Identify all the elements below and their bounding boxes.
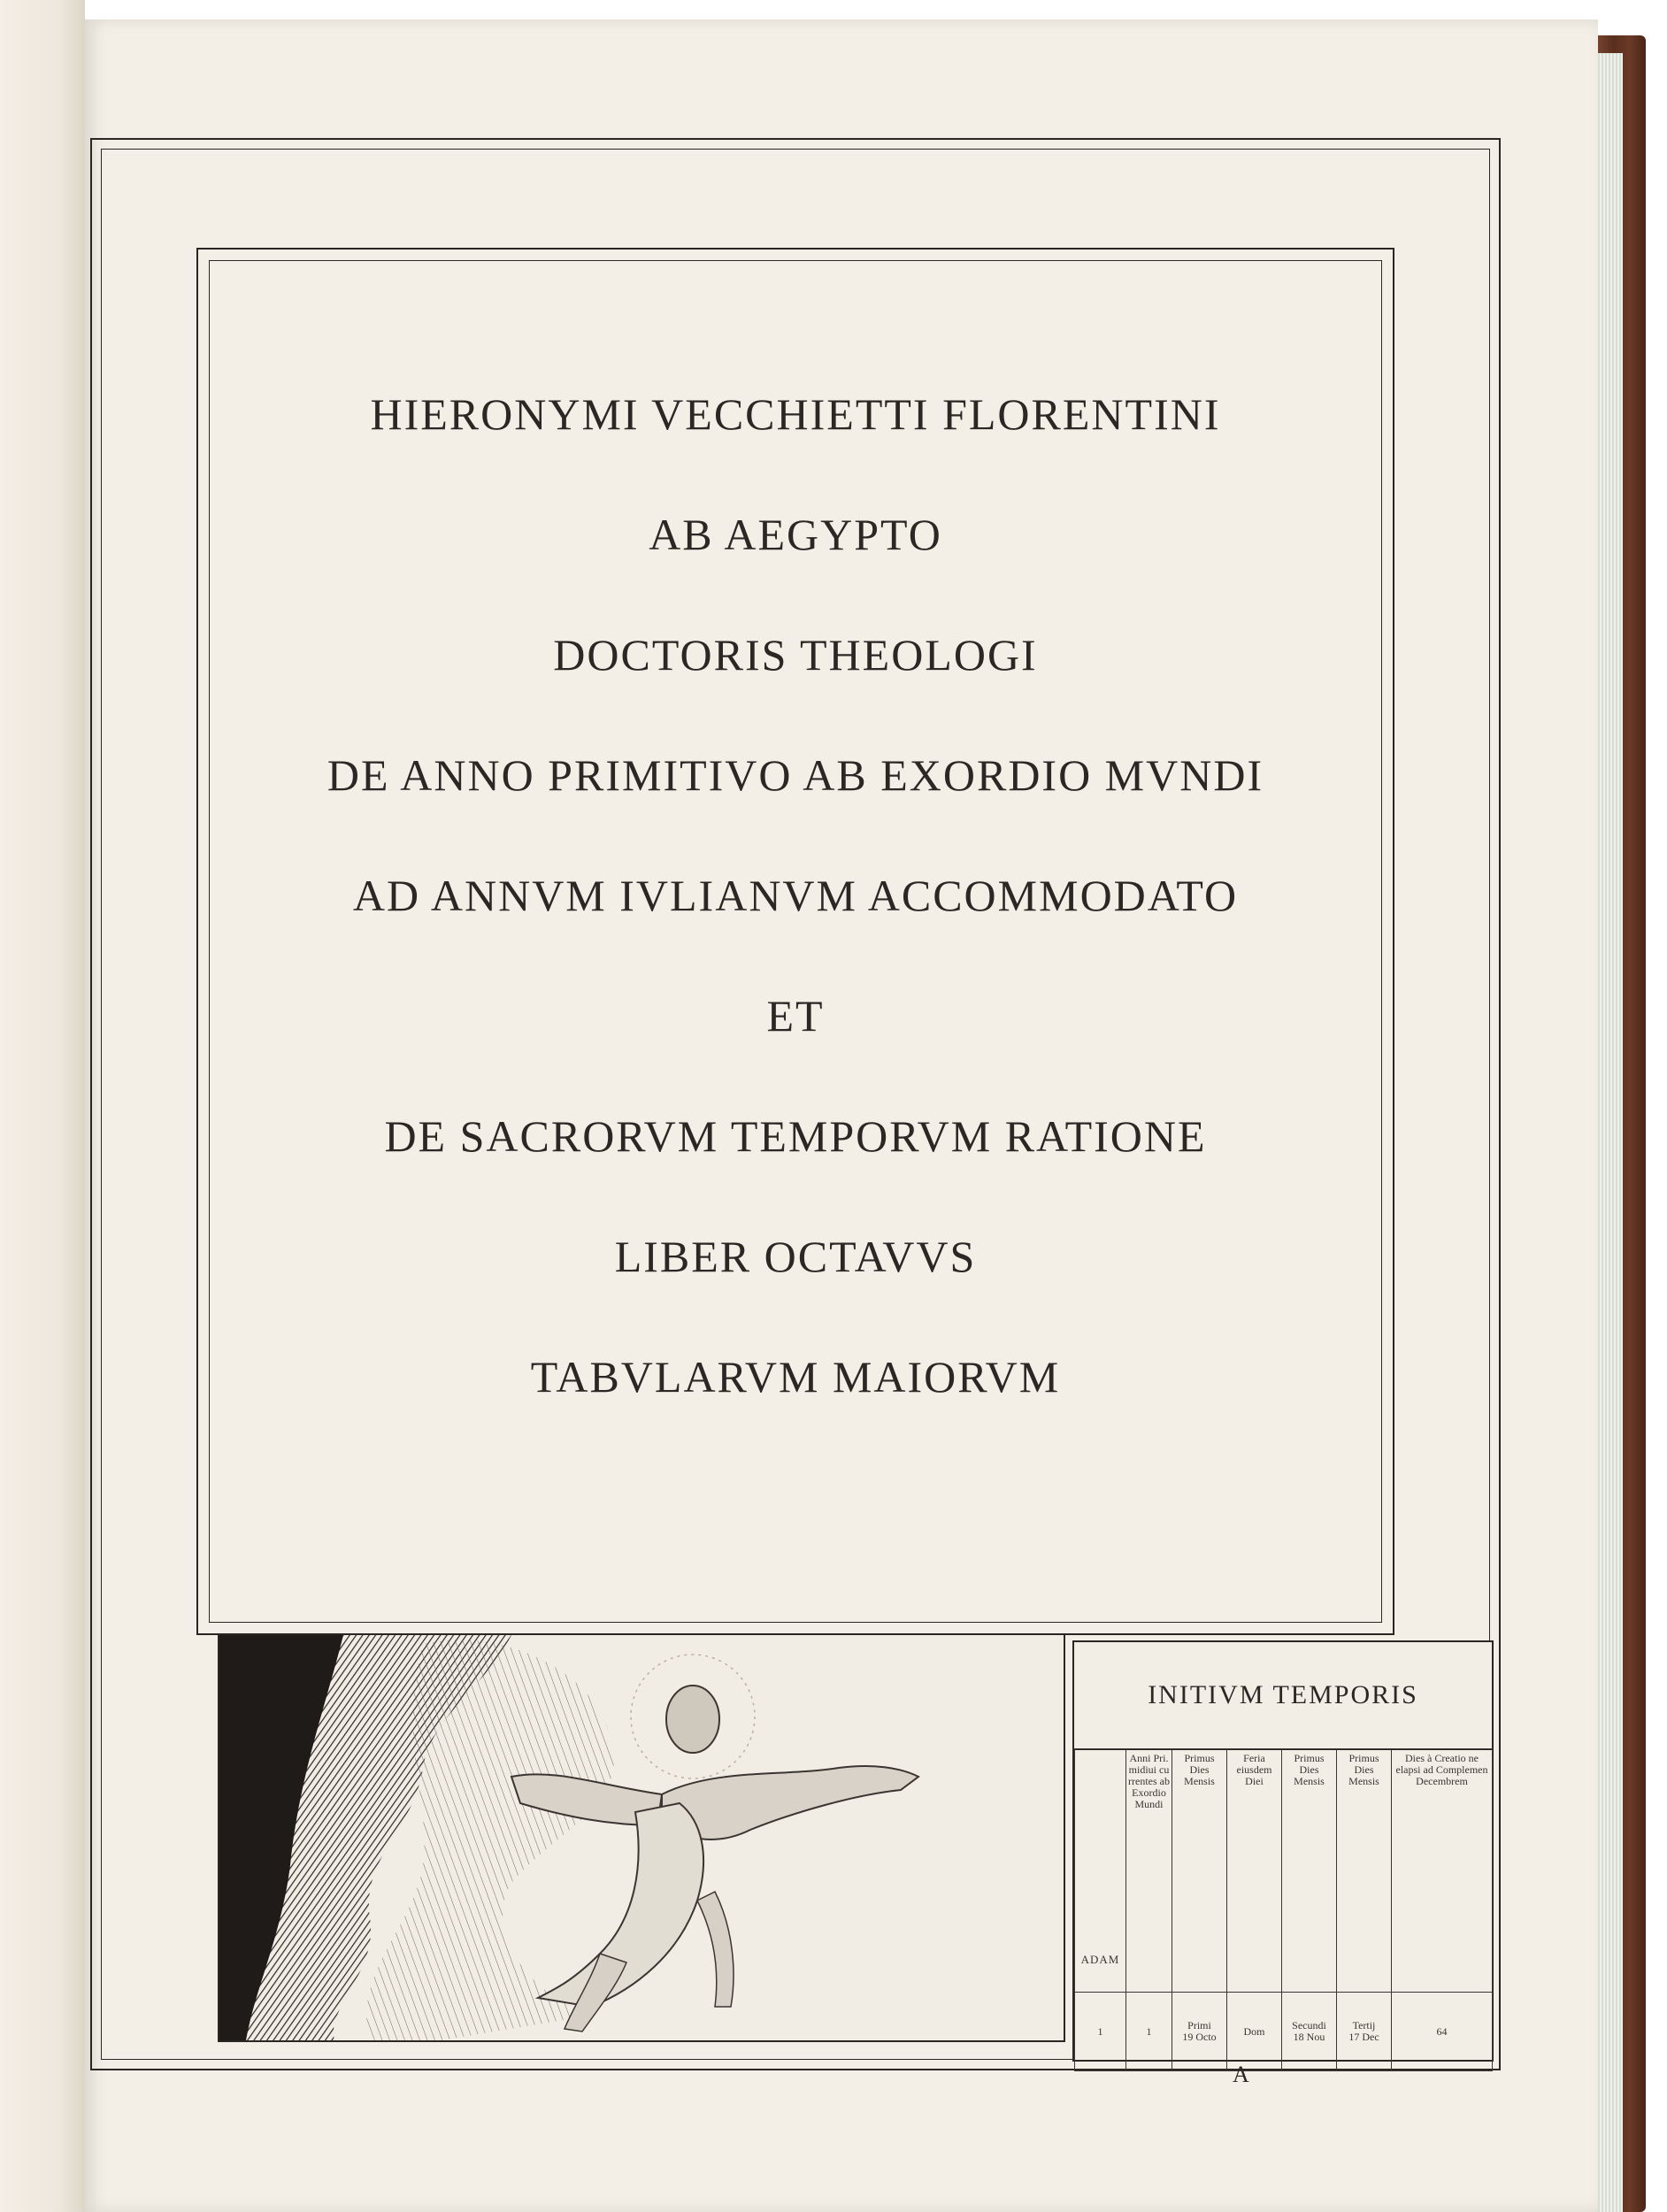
table-cell: [1392, 1993, 1493, 2071]
table-header-row: [1075, 1749, 1493, 1993]
column-header-feria: Feria eiusdem Diei: [1227, 1749, 1282, 1993]
title-line-et: ET: [766, 991, 825, 1041]
cell-value: 64: [1436, 2024, 1448, 2038]
title-line-tabularum: TABVLARVM MAIORVM: [530, 1352, 1061, 1402]
page-edges: [1598, 53, 1623, 2212]
title-line-author: HIERONYMI VECCHIETTI FLORENTINI: [370, 389, 1221, 439]
facing-page-edge: [0, 0, 85, 2212]
table-cell: [1172, 1993, 1227, 2071]
column-header-primus-dies-3: Primus Dies Mensis: [1337, 1749, 1392, 1993]
creation-engraving: [218, 1633, 1065, 2042]
cell-value: 18 Nou: [1293, 2031, 1325, 2043]
row-label-adam: ADAM: [1075, 1749, 1126, 1993]
table-cell: [1282, 1993, 1337, 2071]
title-line-accommodato: AD ANNVM IVLIANVM ACCOMMODATO: [352, 871, 1239, 920]
cell-value: 1: [1097, 2024, 1103, 2038]
column-header-primus-dies-1: Primus Dies Mensis: [1172, 1749, 1227, 1993]
chronology-grid: [1074, 1748, 1493, 2071]
table-value-row: [1075, 1993, 1493, 2071]
cell-value: 17 Dec: [1348, 2031, 1379, 2043]
cell-value: Secundi: [1292, 2019, 1326, 2032]
cell-value: Tertij: [1352, 2019, 1376, 2032]
table-heading: INITIVM TEMPORIS: [1074, 1642, 1492, 1750]
column-header-anni: Anni Pri. midiui cu rrentes ab Exordio Mundi: [1126, 1749, 1172, 1993]
title-line-ratione: DE SACRORVM TEMPORVM RATIONE: [384, 1111, 1207, 1161]
title-line-subject: DE ANNO PRIMITIVO AB EXORDIO MVNDI: [326, 750, 1264, 800]
cell-value: Primi: [1187, 2019, 1211, 2032]
cell-value: Dom: [1243, 2024, 1265, 2038]
table-cell: [1337, 1993, 1392, 2071]
initium-temporis-table: [1072, 1640, 1494, 2062]
column-header-dies-a-creatione: Dies à Creatio ne elapsi ad Complemen Decembrem: [1392, 1749, 1493, 1993]
cell-value: 19 Octo: [1182, 2031, 1217, 2043]
title-block: [209, 372, 1382, 1455]
table-cell: [1075, 1993, 1126, 2071]
cell-value: 1: [1146, 2024, 1152, 2038]
title-line-liber: LIBER OCTAVVS: [614, 1232, 977, 1281]
title-line-degree: DOCTORIS THEOLOGI: [553, 630, 1038, 680]
column-header-primus-dies-2: Primus Dies Mensis: [1282, 1749, 1337, 1993]
table-cell: [1227, 1993, 1282, 2071]
table-cell: [1126, 1993, 1172, 2071]
title-line-origin: AB AEGYPTO: [649, 510, 942, 559]
signature-mark: A: [1233, 2062, 1249, 2087]
